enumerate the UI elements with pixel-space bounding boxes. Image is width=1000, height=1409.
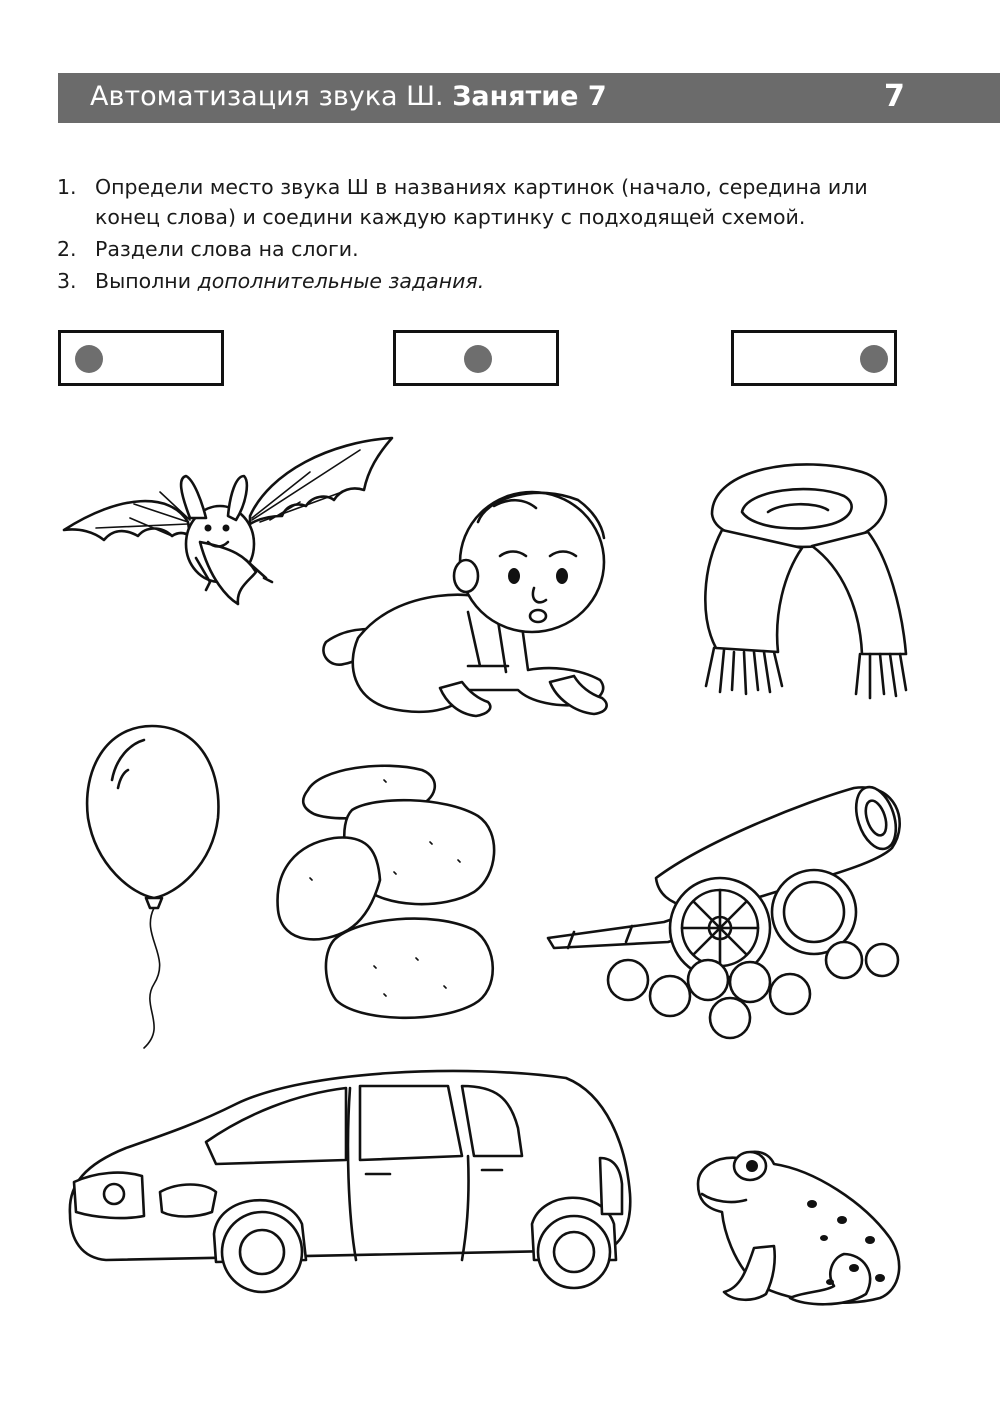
task-item: 3. Выполни дополнительные задания. (57, 269, 485, 293)
scheme-sound-end[interactable] (731, 330, 897, 386)
header-bar (58, 73, 1000, 123)
task-item: 1. Определи место звука Ш в названиях картинок (начало, середина или конец слова) и соедини каждую картинку с подходящей схемой. (57, 175, 868, 229)
task-item: 2. Раздели слова на слоги. (57, 237, 359, 261)
scheme-sound-middle[interactable] (393, 330, 559, 386)
sound-dot-icon (464, 345, 492, 373)
task-list (57, 172, 937, 298)
lesson-title: Автоматизация звука Ш. Занятие 7 (90, 81, 607, 112)
scheme-sound-start[interactable] (58, 330, 224, 386)
balloon-picture[interactable] (80, 722, 240, 1052)
scarf-picture[interactable] (692, 458, 912, 708)
sound-dot-icon (75, 345, 103, 373)
car-picture[interactable] (66, 1064, 636, 1304)
sound-dot-icon (860, 345, 888, 373)
potato-picture[interactable] (274, 760, 504, 1030)
frog-picture[interactable] (694, 1142, 910, 1312)
baby-picture[interactable] (318, 476, 618, 726)
page-number: 7 (884, 79, 905, 114)
cannon-picture[interactable] (544, 782, 914, 1042)
